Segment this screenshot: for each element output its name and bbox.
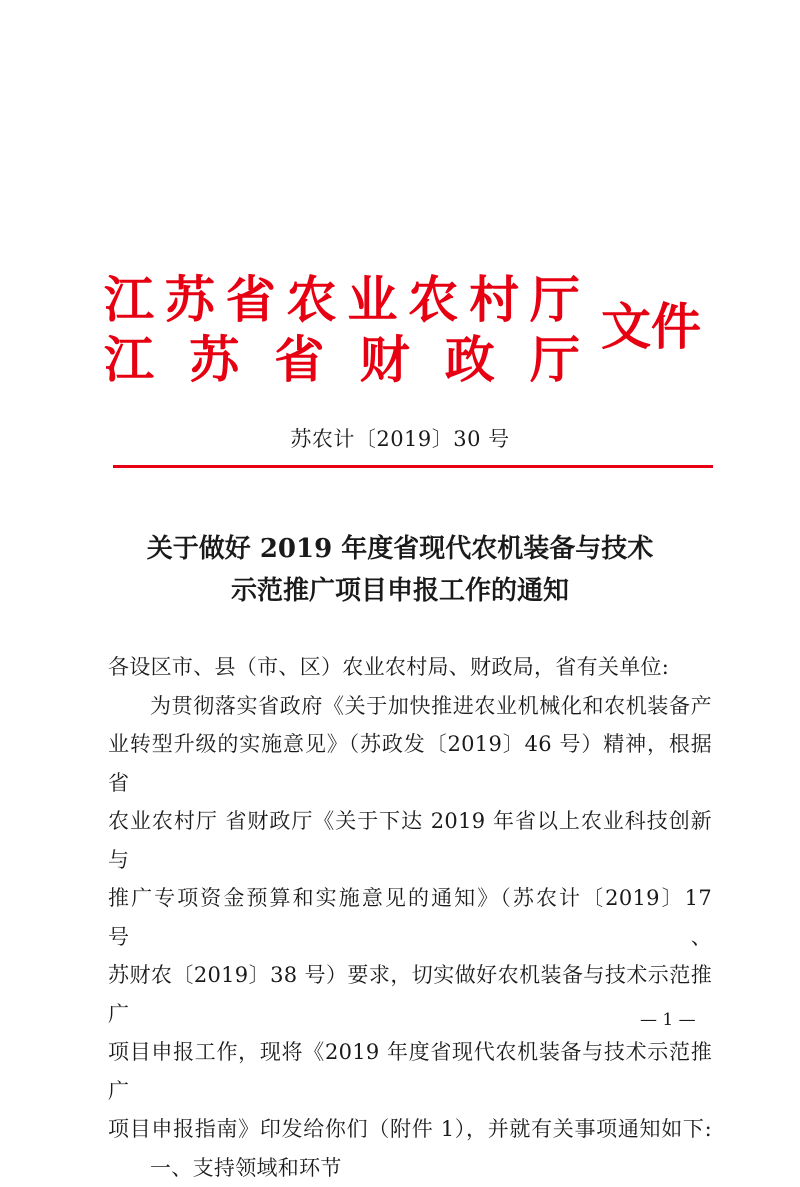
red-separator-line xyxy=(113,465,713,468)
issuer-char: 农 xyxy=(408,272,458,328)
issuer-char: 苏 xyxy=(165,272,215,328)
salutation: 各设区市、县（市、区）农业农村局、财政局，省有关单位: xyxy=(108,648,712,687)
paragraph-line: 业转型升级的实施意见》（苏政发〔2019〕46 号）精神，根据省 xyxy=(108,725,712,802)
paragraph-line: 苏财农〔2019〕38 号）要求，切实做好农机装备与技术示范推广 xyxy=(108,956,712,1033)
issuer-char: 江 xyxy=(104,332,154,388)
title-line-2: 示范推广项目申报工作的通知 xyxy=(0,570,800,612)
paragraph-line: 推广专项资金预算和实施意见的通知》（苏农计〔2019〕17 号、 xyxy=(108,879,712,956)
issuer-char: 村 xyxy=(469,272,519,328)
issuer-char: 财 xyxy=(360,332,410,388)
paragraph-line: 农业农村厅 省财政厅《关于下达 2019 年省以上农业科技创新与 xyxy=(108,802,712,879)
issuer-char: 省 xyxy=(226,272,276,328)
title-line-1: 关于做好 2019 年度省现代农机装备与技术 xyxy=(0,528,800,570)
section-heading: 一、支持领域和环节 xyxy=(108,1149,712,1187)
issuing-authorities xyxy=(104,272,704,392)
paragraph-line: 为贯彻落实省政府《关于加快推进农业机械化和农机装备产 xyxy=(108,687,712,726)
paragraph-line: 项目申报指南》印发给你们（附件 1），并就有关事项通知如下: xyxy=(108,1110,712,1149)
issuer-char: 农 xyxy=(287,272,337,328)
issuer-char: 苏 xyxy=(189,332,239,388)
page-number: — 1 — xyxy=(640,1008,696,1032)
document-title xyxy=(0,528,800,612)
issuer-char: 厅 xyxy=(530,332,580,388)
issuer-char: 政 xyxy=(445,332,495,388)
issuer-char: 厅 xyxy=(530,272,580,328)
document-number: 苏农计〔2019〕30 号 xyxy=(0,425,800,453)
document-type-label: 文件 xyxy=(601,299,701,355)
paragraph-line: 项目申报工作，现将《2019 年度省现代农机装备与技术示范推广 xyxy=(108,1033,712,1110)
issuer-char: 省 xyxy=(274,332,324,388)
issuer-finance-department xyxy=(104,332,580,388)
issuer-char: 江 xyxy=(104,272,154,328)
issuer-agriculture-department xyxy=(104,272,580,328)
issuer-char: 业 xyxy=(347,272,397,328)
document-body xyxy=(108,648,712,1187)
